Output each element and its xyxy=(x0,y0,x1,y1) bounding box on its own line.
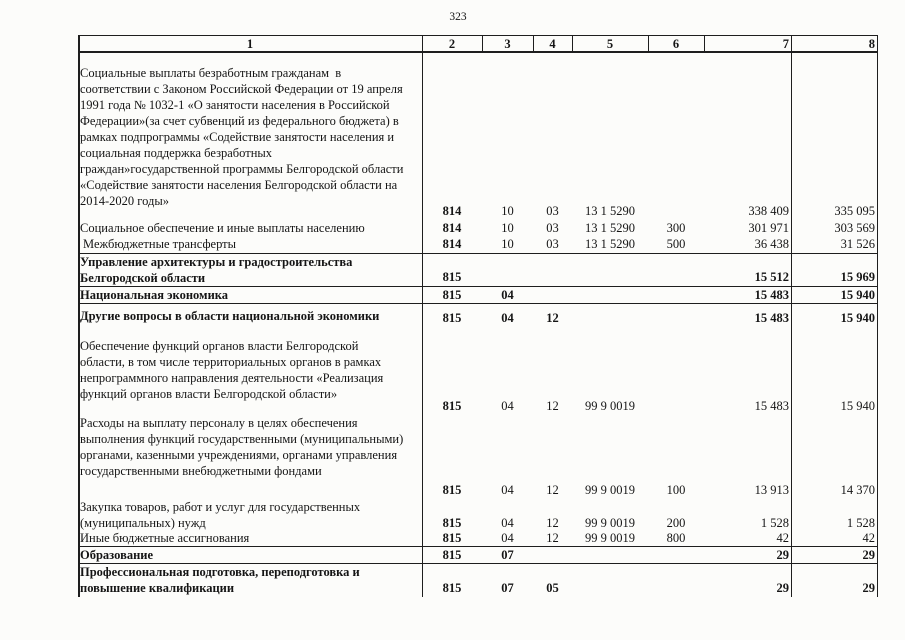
row9-description-line1: Закупка товаров, работ и услуг для государственных xyxy=(80,500,361,514)
row1-col2-value: 814 xyxy=(442,204,462,218)
row8-col4-value: 12 xyxy=(546,483,559,497)
row1-description-line3: 1991 года № 1032-1 «О занятости населения в Российской xyxy=(80,98,390,112)
row7-col3-value: 04 xyxy=(501,399,514,413)
row2-col4-value: 03 xyxy=(546,221,559,235)
row8-col8-value: 14 370 xyxy=(840,483,875,497)
row12-col4-value: 05 xyxy=(546,581,559,595)
row12-col8-value: 29 xyxy=(862,581,875,595)
row8-col3-value: 04 xyxy=(501,483,514,497)
row3-col4-value: 03 xyxy=(546,237,559,251)
row3-description-line1: Межбюджетные трансферты xyxy=(83,237,237,251)
row8-col7-value: 13 913 xyxy=(754,483,789,497)
row12-description-line2: повышение квалификации xyxy=(80,581,235,595)
row10-col2-value: 815 xyxy=(442,531,462,545)
table-right-border xyxy=(877,35,878,597)
row2-col7-value: 301 971 xyxy=(748,221,789,235)
row1-description-line7: граждан»государственной программы Белгородской области xyxy=(80,162,404,176)
row10-description-line1: Иные бюджетные ассигнования xyxy=(80,531,250,545)
row3-col5-value: 13 1 5290 xyxy=(585,237,635,251)
row7-description-line3: непрограммного направления деятельности «Реализация xyxy=(80,371,384,385)
row2-col2-value: 814 xyxy=(442,221,462,235)
row4-description-line2: Белгородской области xyxy=(80,271,206,285)
header-cell-6: 6 xyxy=(672,37,680,51)
row3-col2-value: 814 xyxy=(442,237,462,251)
row7-description-line1: Обеспечение функций органов власти Белгородской xyxy=(80,339,359,353)
row12-col3-value: 07 xyxy=(501,581,514,595)
row1-description-line5: рамках подпрограммы «Содействие занятости населения и xyxy=(80,130,395,144)
row4-col2-value: 815 xyxy=(442,270,462,284)
row4-col7-value: 15 512 xyxy=(754,270,789,284)
row6-col3-value: 04 xyxy=(501,311,514,325)
row1-col7-value: 338 409 xyxy=(748,204,789,218)
row3-col6-value: 500 xyxy=(666,237,686,251)
row1-description-line2: соответствии с Законом Российской Федерации от 19 апреля xyxy=(80,82,403,96)
row1-col4-value: 03 xyxy=(546,204,559,218)
row8-col5-value: 99 9 0019 xyxy=(585,483,635,497)
row11-col2-value: 815 xyxy=(442,548,462,562)
header-cell-2: 2 xyxy=(448,37,456,51)
row11-col7-value: 29 xyxy=(776,548,789,562)
row10-col7-value: 42 xyxy=(776,531,789,545)
row1-col3-value: 10 xyxy=(501,204,514,218)
row5-description-line1: Национальная экономика xyxy=(80,288,229,302)
row11-col8-value: 29 xyxy=(862,548,875,562)
row9-col2-value: 815 xyxy=(442,516,462,530)
row10-col6-value: 800 xyxy=(666,531,686,545)
row11-description-line1: Образование xyxy=(80,548,154,562)
row1-col8-value: 335 095 xyxy=(834,204,875,218)
row1-description-line6: социальная поддержка безработных xyxy=(80,146,273,160)
row7-col2-value: 815 xyxy=(442,399,462,413)
row2-col6-value: 300 xyxy=(666,221,686,235)
row1-description-line9: 2014-2020 годы» xyxy=(80,194,170,208)
row8-description-line2: выполнения функций государственными (муниципальными) xyxy=(80,432,404,446)
row6-col7-value: 15 483 xyxy=(754,311,789,325)
row9-col3-value: 04 xyxy=(501,516,514,530)
header-cell-7: 7 xyxy=(782,37,789,51)
row10-col3-value: 04 xyxy=(501,531,514,545)
row7-col5-value: 99 9 0019 xyxy=(585,399,635,413)
row9-col4-value: 12 xyxy=(546,516,559,530)
row6-col8-value: 15 940 xyxy=(840,311,875,325)
header-cell-5: 5 xyxy=(606,37,614,51)
row1-description-line4: Федерации»(за счет субвенций из федерального бюджета) в xyxy=(80,114,399,128)
header-cell-3: 3 xyxy=(504,37,511,51)
row7-description-line4: функций органов власти Белгородской области» xyxy=(80,387,338,401)
row9-description-line2: (муниципальных) нужд xyxy=(80,516,206,530)
row11-col3-value: 07 xyxy=(501,548,514,562)
row2-col5-value: 13 1 5290 xyxy=(585,221,635,235)
row10-col5-value: 99 9 0019 xyxy=(585,531,635,545)
row8-col6-value: 100 xyxy=(666,483,686,497)
row2-col8-value: 303 569 xyxy=(834,221,875,235)
row2-description-line1: Социальное обеспечение и иные выплаты населению xyxy=(80,221,365,235)
row12-col7-value: 29 xyxy=(776,581,789,595)
row3-col3-value: 10 xyxy=(501,237,514,251)
row7-col4-value: 12 xyxy=(546,399,559,413)
row7-description-line2: области, в том числе территориальных органов в рамках xyxy=(80,355,382,369)
row12-col2-value: 815 xyxy=(442,581,462,595)
row5-col8-value: 15 940 xyxy=(840,288,875,302)
row2-col3-value: 10 xyxy=(501,221,514,235)
row6-col4-value: 12 xyxy=(546,311,559,325)
row1-col5-value: 13 1 5290 xyxy=(585,204,635,218)
row9-col5-value: 99 9 0019 xyxy=(585,516,635,530)
row3-col7-value: 36 438 xyxy=(754,237,789,251)
row3-col8-value: 31 526 xyxy=(840,237,875,251)
row7-col7-value: 15 483 xyxy=(754,399,789,413)
row10-col4-value: 12 xyxy=(546,531,559,545)
row12-description-line1: Профессиональная подготовка, переподготовка и xyxy=(80,565,360,579)
row5-col7-value: 15 483 xyxy=(754,288,789,302)
row-divider xyxy=(78,303,878,304)
row5-col2-value: 815 xyxy=(442,288,462,302)
header-cell-1: 1 xyxy=(246,37,254,51)
row8-col2-value: 815 xyxy=(442,483,462,497)
row6-col2-value: 815 xyxy=(442,311,462,325)
header-cell-4: 4 xyxy=(549,37,556,51)
row6-description-line1: Другие вопросы в области национальной экономики xyxy=(80,309,380,323)
page-number: 323 xyxy=(449,11,467,23)
row4-col8-value: 15 969 xyxy=(840,270,875,284)
row8-description-line4: государственными внебюджетными фондами xyxy=(80,464,322,478)
row9-col8-value: 1 528 xyxy=(846,516,875,530)
row7-col8-value: 15 940 xyxy=(840,399,875,413)
row4-description-line1: Управление архитектуры и градостроительства xyxy=(80,255,353,269)
row10-col8-value: 42 xyxy=(862,531,875,545)
row9-col6-value: 200 xyxy=(666,516,686,530)
row8-description-line1: Расходы на выплату персоналу в целях обеспечения xyxy=(80,416,358,430)
row8-description-line3: органами, казенными учреждениями, органами управления xyxy=(80,448,398,462)
header-cell-8: 8 xyxy=(868,37,875,51)
row1-description-line8: «Содействие занятости населения Белгородской области на xyxy=(80,178,398,192)
row5-col3-value: 04 xyxy=(501,288,514,302)
row1-description-line1: Социальные выплаты безработным гражданам в xyxy=(80,66,342,80)
row9-col7-value: 1 528 xyxy=(760,516,789,530)
